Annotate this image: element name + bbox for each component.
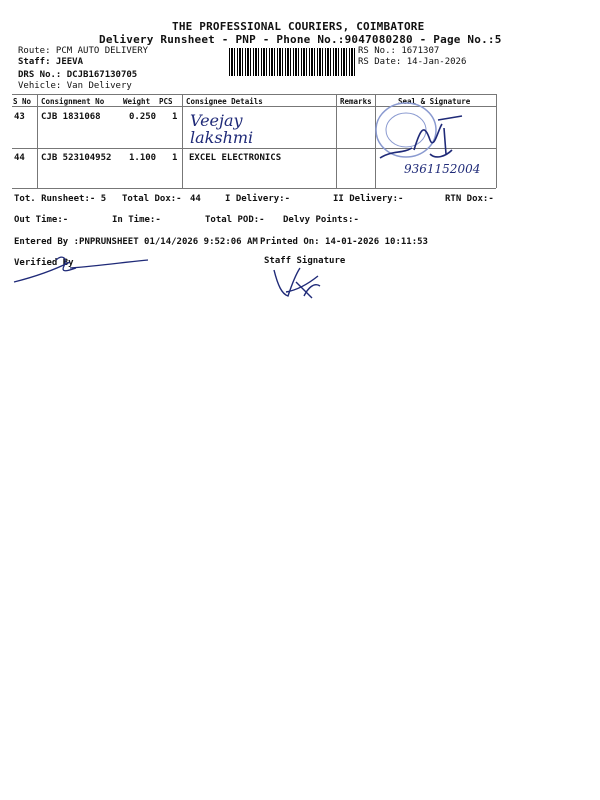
route-label: Route: PCM AUTO DELIVERY	[18, 46, 149, 56]
row-weight: 0.250	[129, 112, 157, 122]
staff-signature-label: Staff Signature	[264, 256, 346, 266]
header-weight: Weight	[123, 97, 151, 106]
col-divider	[37, 94, 38, 188]
drs-number: DRS No.: DCJB167130705	[18, 70, 138, 80]
col-divider	[496, 94, 497, 188]
row-pcs: 1	[172, 153, 178, 163]
header-remarks: Remarks	[340, 97, 372, 106]
rs-date: RS Date: 14-Jan-2026	[358, 57, 467, 67]
barcode	[229, 48, 355, 76]
company-title: THE PROFESSIONAL COURIERS, COIMBATORE	[172, 20, 425, 33]
header-pcs: PCS	[159, 97, 173, 106]
verified-signature	[10, 252, 150, 288]
table-top-border	[12, 94, 496, 95]
rs-number: RS No.: 1671307	[358, 46, 440, 56]
staff-signature	[268, 262, 328, 300]
handwritten-consignee-name: Veejay lakshmi	[190, 111, 254, 147]
col-divider	[336, 94, 337, 188]
header-sno: S No	[13, 97, 32, 106]
staff-label: Staff: JEEVA	[18, 57, 84, 67]
header-seal-signature: Seal & Signature	[398, 97, 471, 106]
table-bottom-border	[12, 188, 496, 189]
handwritten-phone: 9361152004	[404, 162, 481, 176]
printed-on: Printed On: 14-01-2026 10:11:53	[260, 237, 428, 247]
row-weight: 1.100	[129, 153, 157, 163]
verified-by-label: Verified By	[14, 258, 74, 268]
rtn-dox: RTN Dox:-	[445, 194, 494, 204]
vehicle-label: Vehicle: Van Delivery	[18, 81, 132, 91]
receiver-signature	[372, 110, 472, 166]
row-consignee: EXCEL ELECTRONICS	[189, 153, 282, 163]
row-sno: 44	[14, 153, 25, 163]
out-time: Out Time:-	[14, 215, 69, 225]
row-consignment: CJB 523104952	[41, 153, 112, 163]
row-sno: 43	[14, 112, 25, 122]
header-consignee: Consignee Details	[186, 97, 263, 106]
entered-by: Entered By :PNPRUNSHEET 01/14/2026 9:52:06 AM	[14, 237, 258, 247]
row-consignment: CJB 1831068	[41, 112, 101, 122]
total-dox-value: 44	[190, 194, 201, 204]
col-divider	[182, 94, 183, 188]
in-time: In Time:-	[112, 215, 161, 225]
total-runsheet: Tot. Runsheet:- 5	[14, 194, 107, 204]
header-consignment: Consignment No	[41, 97, 105, 106]
row-pcs: 1	[172, 112, 178, 122]
total-pod: Total POD:-	[205, 215, 265, 225]
ii-delivery: II Delivery:-	[333, 194, 404, 204]
i-delivery: I Delivery:-	[225, 194, 291, 204]
delvy-points: Delvy Points:-	[283, 215, 359, 225]
runsheet-subtitle: Delivery Runsheet - PNP - Phone No.:9047080280 - Page No.:5	[99, 33, 502, 46]
total-dox-label: Total Dox:-	[122, 194, 182, 204]
